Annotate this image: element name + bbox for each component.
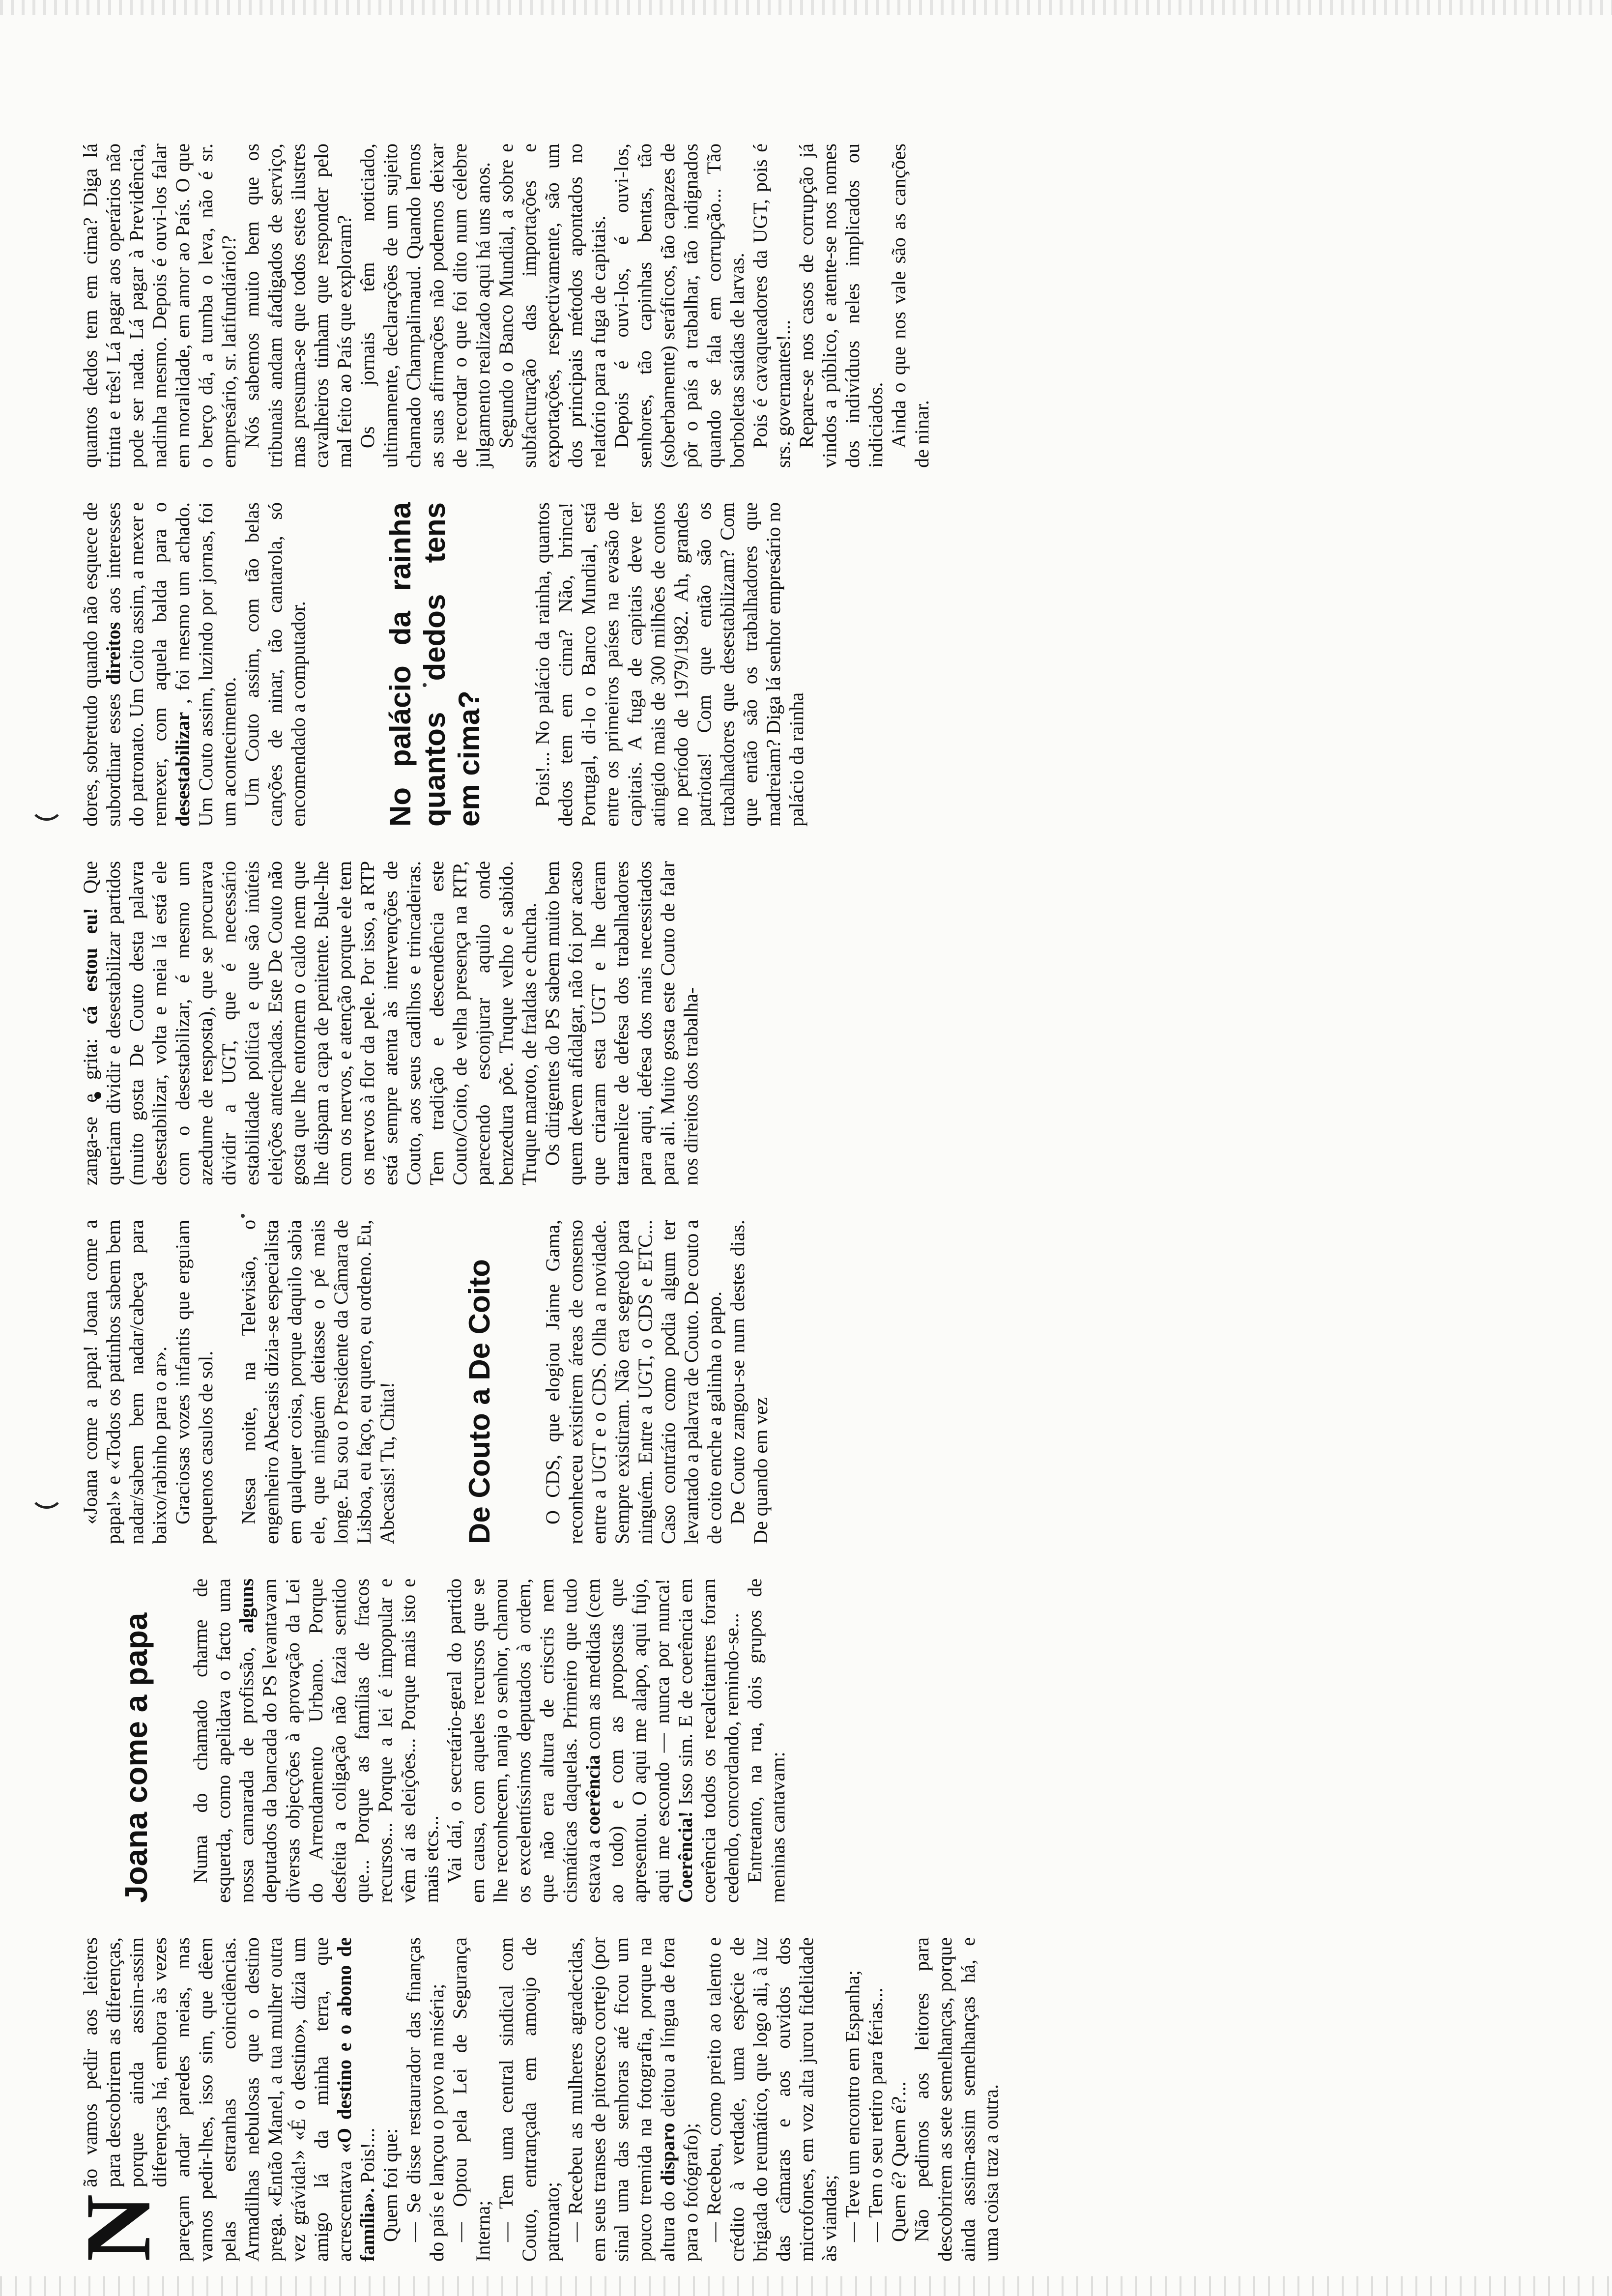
paragraph: Quem é? Quem é?...: [888, 2081, 910, 2242]
paragraph: Vai daí, o secretário-geral do partido em causa, com aqueles recursos que se lhe reconhecem, nanja o senhor, chamou os excelentíssimos deputados à ordem, que não era altura de criscris nem cismáticas daquelas. Primeiro que tudo estava a coerência com as medidas (cem ao todo) e com as propostas que apresentou. O aqui me alapo, aqui fujo, aqui me escondo — nunca por nunca! Coerência! Isso sim. E de coerência em coerência todos os recalcitantres foram cedendo, concordando, remindo-se...: [443, 1578, 743, 1903]
column-4: [79, 861, 1543, 1185]
paragraph: N ão vamos pedir aos leitores para descobrirem as diferenças, porque ainda assim-assim diferenças há, embora às vezes pareçam andar paredes meias, mas vamos pedir-lhes, isso sim, que dêem pelas estranhas coincidências. Armadilhas nebulosas que o destino prega. «Então Manel, a tua mulher outra vez grávida!» «É o destino», dizia um amigo lá da minha terra, que acrescentava «O destino e o abono de família». Pois!...: [67, 1937, 378, 2262]
headline-joana: Joana come a papa: [118, 1612, 154, 1903]
paragraph: De Couto zangou-se num destes dias. De quando em vez: [726, 1220, 772, 1544]
paragraph: Numa do chamado charme de esquerda, como apelidava o facto uma nossa camarada de profissão, alguns deputados da bancada do PS levantavam diversas objecções à aprovação da Lei do Arrendamento Urbano. Porque desfeita a coligação não fazia sentido que... Porque as famílias de fracos recursos... Porque a lei é impopular e vêm aí as eleições... Porque mais isto e mais etcs...: [189, 1578, 442, 1903]
paragraph: — Se disse restaurador das finanças do país e lançou o povo na miséria;: [403, 1937, 448, 2262]
headline-palacio: No palácio da rainha quantos dedos tens em cima?: [384, 502, 486, 827]
paragraph: Os dirigentes do PS sabem muito bem quem devem afidalgar, não foi por acaso que criaram esta UGT e lhe deram taramelice de defesa dos trabalhadores para aqui, defesa dos mais necessitados para ali. Muito gosta este Couto de falar nos direitos dos trabalha-: [541, 861, 702, 1185]
paragraph: Nós sabemos muito bem que os tribunais andam afadigados de serviço, mas presuma-se que todos estes ilustres cavalheiros tinham que responder pelo mal feito ao País que exploram?: [241, 144, 355, 468]
paragraph: Graciosas vozes infantis que erguiam pequenos casulos de sol.: [172, 1220, 217, 1544]
headline-couto: De Couto a De Coito: [463, 1259, 496, 1544]
paragraph: — Recebeu as mulheres agradecidas, em seus transes de pitoresco cortejo (por sinal uma das senhoras até ficou um pouco tremida na fotografia, porque na altura do disparo deitou a língua de fora para o fotógrafo);: [564, 1937, 702, 2262]
column-3: [79, 1220, 1543, 1544]
paragraph: Segundo o Banco Mundial, a sobre e subfacturação das importações e exportações, respectivamente, são um dos principais métodos apontados no relatório para a fuga de capitais.: [495, 144, 609, 468]
paragraph: Depois é ouvi-los, é ouvi-los, senhores, tão capinhas bentas, tão (soberbamente) seráficos, tão capazes de pôr o país a trabalhar, tão indignados quando se fala em corrupção... Tão borboletas saídas de larvas.: [610, 144, 748, 468]
paragraph: Não pedimos aos leitores para descobrirem as sete semelhanças, porque ainda assim-assim semelhanças há, e uma coisa traz a outra.: [911, 1937, 1002, 2262]
paragraph: Um Couto assim, com tão belas canções de ninar, tão cantarola, só encomendado a computador.: [241, 502, 309, 827]
paragraph: quantos dedos tem em cima? Diga lá trinta e três! Lá pagar aos operários não pode ser nada. Lá pagar à Previdência, nadinha mesmo. Depois é ouvi-los falar em moralidade, em amor ao País. O que o berço dá, a tumba o leva, não é sr. empresário, sr. latifundiário!?: [79, 144, 240, 468]
scan-bottom-edge: [0, 2276, 1612, 2296]
drop-cap: N: [67, 2194, 170, 2262]
paragraph: — Tem uma central sindical com Couto, entrançada em amoujo de patronato;: [495, 1937, 563, 2262]
paragraph: Pois é cavaqueadores da UGT, pois é srs. governantes!...: [749, 144, 794, 468]
paragraph: — Recebeu, como preito ao talento e crédito à verdade, uma espécie de brigada do reumático, que logo ali, à luz das câmaras e aos ouvidos dos microfones, em voz alta jurou fidelidade às viandas;: [703, 1937, 840, 2262]
paragraph: Repare-se nos casos de corrupção já vindos a público, e atente-se nos nomes dos indivíduos neles implicados ou indiciados.: [795, 144, 887, 468]
column-5: [79, 502, 1543, 827]
paragraph: Ainda o que nos vale são as canções de ninar.: [888, 144, 933, 468]
paragraph: — Teve um encontro em Espanha;: [841, 1970, 864, 2242]
scan-top-edge: [0, 0, 1612, 15]
paragraph: Quem foi que:: [379, 2128, 402, 2242]
column-1: [67, 1937, 1543, 2262]
article-spread: [20, 45, 1573, 2276]
paragraph: dores, sobretudo quando não esquece de subordinar esses direitos aos interesses do patronato. Um Coito assim, a mexer e remexer, com aquela balda para o desestabilizar , foi mesmo um achado. Um Couto assim, luzindo por jornas, foi um acontecimento.: [79, 502, 240, 827]
paragraph: Os jornais têm noticiado, ultimamente, declarações de um sujeito chamado Champalimaud. Quando lemos as suas afirmações não podemos deixar de recordar o que foi dito num célebre julgamento realizado aqui há uns anos.: [356, 144, 494, 468]
column-2: [79, 1578, 1543, 1903]
paragraph: — Optou pela Lei de Segurança Interna;: [449, 1937, 494, 2262]
column-6: [79, 144, 1543, 468]
paragraph: Entretanto, na rua, dois grupos de meninas cantavam:: [744, 1578, 789, 1903]
paragraph: Pois!... No palácio da rainha, quantos dedos tem em cima? Não, brinca! Portugal, di-lo o Banco Mundial, está entre os primeiros países na evasão de capitais. A fuga de capitais deve ter atingido mais de 300 milhões de contos no período de 1979/1982. Ah, grandes patriotas! Com que então são os trabalhadores que desestabilizam? Com que então são os trabalhadores que madreiam? Diga lá senhor empresário no palácio da rainha: [531, 502, 807, 827]
paragraph: Nessa noite, na Televisão, o engenheiro Abecasis dizia-se especialista em qualquer coisa, porque daquilo sabia ele, que ninguém deitasse o pé mais longe. Eu sou o Presidente da Câmara de Lisboa, eu faço, eu quero, eu ordeno. Eu, Abecasis! Tu, Chita!: [237, 1220, 398, 1544]
paragraph: «Joana come a papa! Joana come a papa!» e «Todos os patinhos sabem bem nadar/sabem bem nadar/cabeça para baixo/rabinho para o ar».: [79, 1220, 171, 1544]
paragraph: — Tem o seu retiro para férias...: [864, 1987, 887, 2242]
paragraph: zanga-se e grita: cá estou eu! Que queriam dividir e desestabilizar partidos (muito gosta De Couto desta palavra desestabilizar, volta e meia lá está ele com o desestabilizar, é mesmo um azedume de resposta), que se procurava dividir a UGT, que é necessário estabilidade política e que são inúteis eleições antecipadas. Este De Couto não gosta que lhe entornem o caldo nem que lhe dispam a capa de penitente. Bule-lhe com os nervos, e atenção porque ele tem os nervos à flor da pele. Por isso, a RTP está sempre atenta às intervenções de Couto, aos seus cadilhos e trincadeiras. Tem tradição e descendência este Couto/Coito, de velha presença na RTP, parecendo esconjurar aquilo onde benzedura põe. Truque velho e sabido. Truque maroto, de fraldas e chucha.: [79, 861, 540, 1185]
paragraph: O CDS, que elogiou Jaime Gama, reconheceu existirem áreas de consenso entre a UGT e o CDS. Olha a novidade. Sempre existiram. Não era segredo para ninguém. Entre a UGT, o CDS e ETC... Caso contrário como podia algum ter levantado a palavra de Couto. De couto a de coito enche a galinha o papo.: [542, 1220, 725, 1544]
